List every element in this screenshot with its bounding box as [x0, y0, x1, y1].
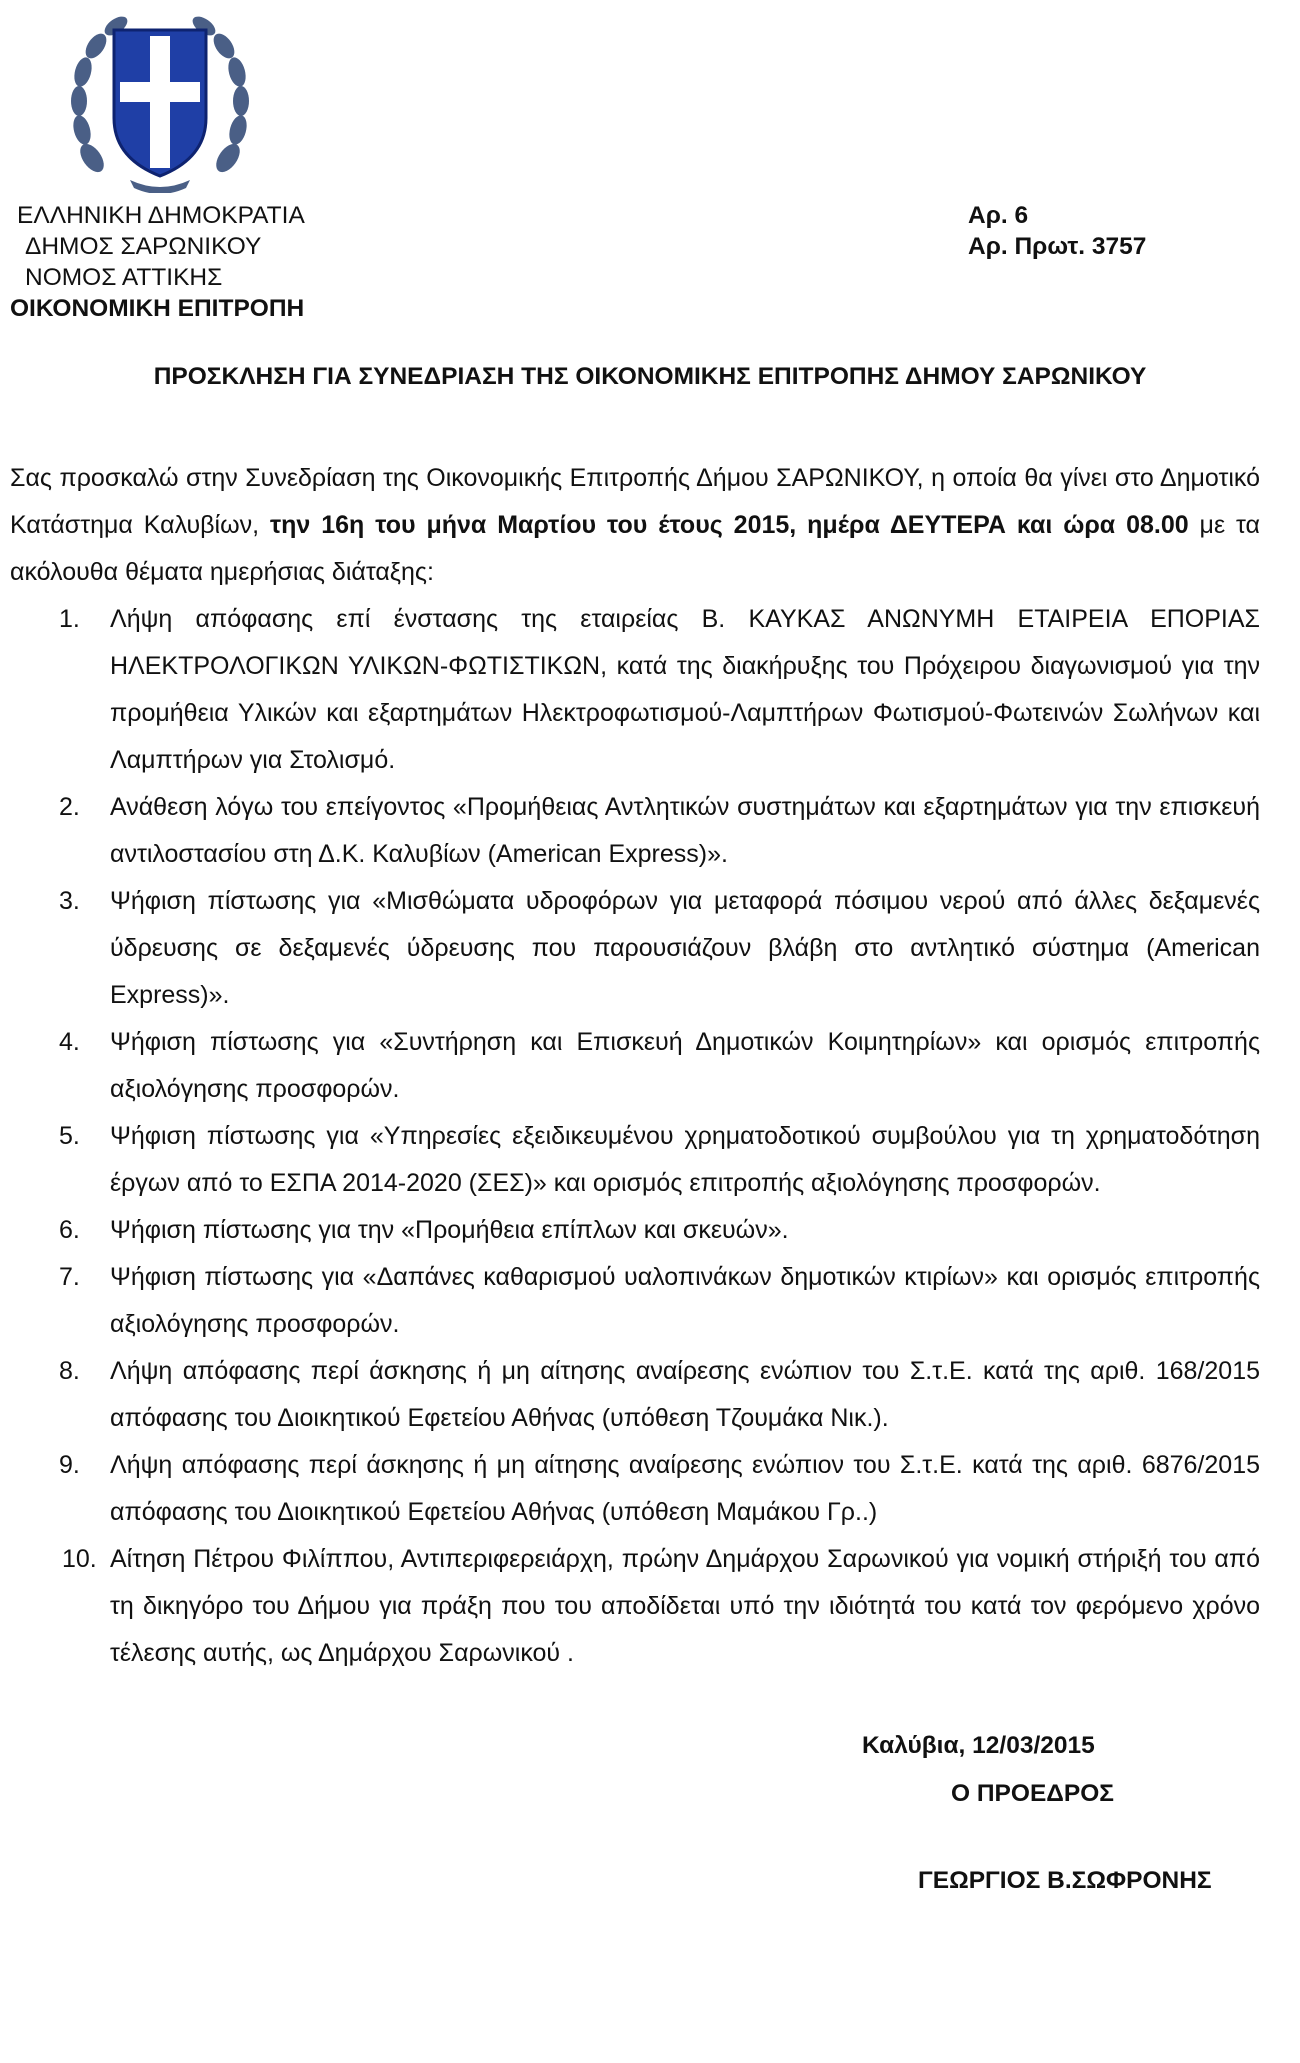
agenda-list [10, 596, 1260, 1677]
intro-paragraph [10, 455, 1260, 596]
agenda-item-number: 8. [59, 1357, 80, 1385]
agenda-item-text: Ανάθεση λόγω του επείγοντος «Προμήθειας Αντλητικών συστημάτων και εξαρτημάτων για την επισκευή αντιλοστασίου στη Δ.Κ. Καλυβίων (American Express)». [110, 793, 1260, 868]
document-title: ΠΡΟΣΚΛΗΣΗ ΓΙΑ ΣΥΝΕΔΡΙΑΣΗ ΤΗΣ ΟΙΚΟΝΟΜΙΚΗΣ ΕΠΙΤΡΟΠΗΣ ΔΗΜΟΥ ΣΑΡΩΝΙΚΟΥ [153, 363, 1147, 390]
signatory-name: ΓΕΩΡΓΙΟΣ Β.ΣΩΦΡΟΝΗΣ [918, 1867, 1212, 1894]
agenda-item [10, 1348, 1260, 1442]
agenda-item-text: Λήψη απόφασης περί άσκησης ή μη αίτησης αναίρεσης ενώπιον του Σ.τ.Ε. κατά της αριθ. 6876/2015 απόφασης του Διοικητικού Εφετείου Αθήνας (υπόθεση Μαμάκου Γρ..) [110, 1451, 1260, 1526]
reference-block [968, 200, 1146, 262]
reference-number: Αρ. 6 [968, 202, 1029, 229]
agenda-item [10, 1019, 1260, 1113]
issuer-block [0, 200, 500, 324]
agenda-item-number: 9. [59, 1451, 80, 1479]
agenda-item-text: Ψήφιση πίστωσης για «Υπηρεσίες εξειδικευμένου χρηματοδοτικού συμβούλου για τη χρηματοδότηση έργων από το ΕΣΠΑ 2014-2020 (ΣΕΣ)» και ορισμός επιτροπής αξιολόγησης προσφορών. [110, 1122, 1260, 1197]
agenda-item-text: Ψήφιση πίστωσης για «Δαπάνες καθαρισμού υαλοπινάκων δημοτικών κτιρίων» και ορισμός επιτροπής αξιολόγησης προσφορών. [110, 1263, 1260, 1338]
intro-text-end: με τα ακόλουθα θέματα ημερήσιας διάταξης: [10, 511, 1260, 586]
meeting-datetime: την 16η του μήνα Μαρτίου του έτους 2015, ημέρα ΔΕΥΤΕΡΑ και ώρα 08.00 [270, 511, 1189, 539]
agenda-item-number: 3. [59, 887, 80, 915]
issuer-line-committee: ΟΙΚΟΝΟΜΙΚΗ ΕΠΙΤΡΟΠΗ [10, 295, 305, 322]
agenda-item-number: 7. [59, 1263, 80, 1291]
protocol-number: Αρ. Πρωτ. 3757 [968, 233, 1147, 260]
agenda-item [10, 1536, 1260, 1677]
agenda-item [10, 1207, 1260, 1254]
agenda-item-text: Ψήφιση πίστωσης για την «Προμήθεια επίπλων και σκευών». [110, 1216, 789, 1244]
agenda-item-number: 10. [62, 1545, 97, 1573]
agenda-item-text: Ψήφιση πίστωσης για «Συντήρηση και Επισκευή Δημοτικών Κοιμητηρίων» και ορισμός επιτροπής αξιολόγησης προσφορών. [110, 1028, 1260, 1103]
agenda-item-number: 6. [59, 1216, 80, 1244]
agenda-item-number: 1. [59, 605, 80, 633]
agenda-item [10, 878, 1260, 1019]
agenda-item-text: Ψήφιση πίστωσης για «Μισθώματα υδροφόρων για μεταφορά πόσιμου νερού από άλλες δεξαμενές ύδρευσης σε δεξαμενές ύδρευσης που παρουσιάζουν βλάβη στο αντλητικό σύστημα (American Express)». [110, 887, 1260, 1009]
issuer-line-prefecture: ΝΟΜΟΣ ΑΤΤΙΚΗΣ [25, 264, 223, 291]
issuer-line-municipality: ΔΗΜΟΣ ΣΑΡΩΝΙΚΟΥ [25, 233, 262, 260]
intro-text-start: Σας προσκαλώ στην Συνεδρίαση της Οικονομικής Επιτροπής Δήμου ΣΑΡΩΝΙΚΟΥ, η οποία θα γίνει στο Δημοτικό Κατάστημα Καλυβίων, [10, 464, 1260, 539]
issuer-line-republic: ΕΛΛΗΝΙΚΗ ΔΗΜΟΚΡΑΤΙΑ [17, 202, 305, 229]
agenda-item-number: 5. [59, 1122, 80, 1150]
agenda-item-text: Αίτηση Πέτρου Φιλίππου, Αντιπεριφερειάρχη, πρώην Δημάρχου Σαρωνικού για νομική στήριξή του από τη δικηγόρο του Δήμου για πράξη που του αποδίδεται υπό την ιδιότητά του κατά τον φερόμενο χρόνο τέλεσης αυτής, ως Δημάρχου Σαρωνικού . [110, 1545, 1260, 1667]
agenda-item-number: 4. [59, 1028, 80, 1056]
agenda-item-number: 2. [59, 793, 80, 821]
agenda-item [10, 784, 1260, 878]
signatory-role: Ο ΠΡΟΕΔΡΟΣ [951, 1780, 1115, 1807]
agenda-item [10, 1254, 1260, 1348]
agenda-item [10, 1442, 1260, 1536]
agenda-item-text: Λήψη απόφασης επί ένστασης της εταιρείας Β. ΚΑΥΚΑΣ ΑΝΩΝΥΜΗ ΕΤΑΙΡΕΙΑ ΕΠΟΡΙΑΣ ΗΛΕΚΤΡΟΛΟΓΙΚΩΝ ΥΛΙΚΩΝ-ΦΩΤΙΣΤΙΚΩΝ, κατά της διακήρυξης του Πρόχειρου διαγωνισμού για την προμήθεια Υλικών και εξαρτημάτων Ηλεκτροφωτισμού-Λαμπτήρων Φωτισμού-Φωτεινών Σωλήνων και Λαμπτήρων για Στολισμό. [110, 605, 1260, 774]
place-and-date: Καλύβια, 12/03/2015 [862, 1732, 1095, 1759]
agenda-item [10, 1113, 1260, 1207]
agenda-item [10, 596, 1260, 784]
greek-coat-of-arms-icon [70, 8, 250, 193]
agenda-item-text: Λήψη απόφασης περί άσκησης ή μη αίτησης αναίρεσης ενώπιον του Σ.τ.Ε. κατά της αριθ. 168/2015 απόφασης του Διοικητικού Εφετείου Αθήνας (υπόθεση Τζουμάκα Νικ.). [110, 1357, 1260, 1432]
document-body [10, 455, 1260, 1677]
